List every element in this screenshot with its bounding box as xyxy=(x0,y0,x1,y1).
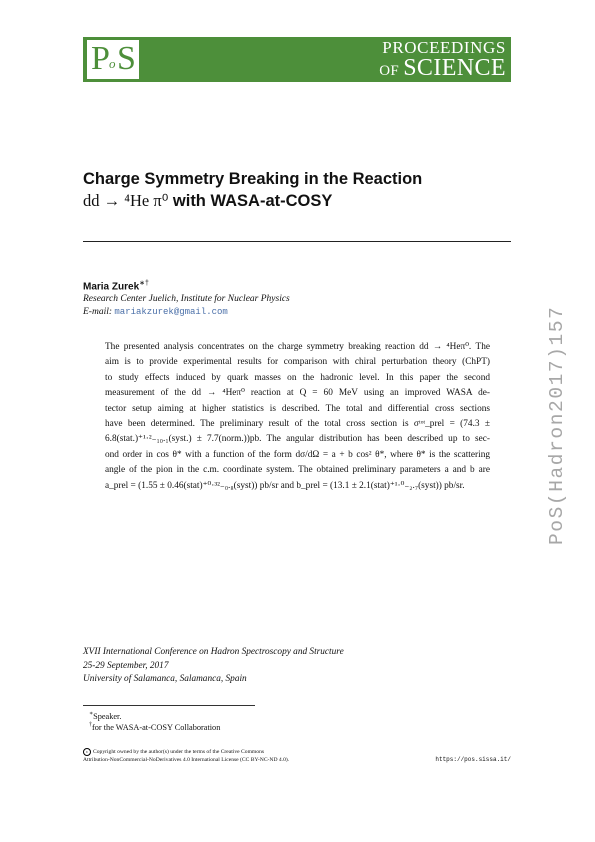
logo-letter-o: o xyxy=(109,56,116,71)
conference-dates: 25-29 September, 2017 xyxy=(83,660,169,671)
pos-url-link[interactable]: https://pos.sissa.it/ xyxy=(435,756,511,763)
footnote-speaker xyxy=(89,710,121,721)
logo-letter-s: S xyxy=(117,40,136,77)
abstract-line: angle of the pion in the c.m. coordinate system. The obtained preliminary parameters a and b are xyxy=(105,465,490,476)
footnote-mark-1: ∗ xyxy=(89,711,94,717)
banner-proceedings: PROCEEDINGS xyxy=(382,38,506,57)
footnote-text-2: for the WASA-at-COSY Collaboration xyxy=(92,722,221,732)
footnote-divider xyxy=(83,705,255,706)
title-line-1: Charge Symmetry Breaking in the Reaction xyxy=(83,170,423,188)
abstract-line: tector setup aiming at higher statistics is described. The total and differential cross sections xyxy=(105,403,490,414)
license-text-2: Attribution-NonCommercial-NoDerivatives 4.0 International License (CC BY-NC-ND 4.0). xyxy=(83,756,290,763)
banner-of: OF xyxy=(379,63,400,79)
email-link[interactable]: mariakzurek@gmail.com xyxy=(114,307,228,317)
title-reaction: dd → ⁴He π⁰ xyxy=(83,191,169,210)
abstract-line: aim is to provide experimental results for comparison with chiral perturbation theory (ChPT) xyxy=(105,357,490,368)
author-name-text: Maria Zurek xyxy=(83,281,140,293)
pos-side-label: PoS(Hadron2017)157 xyxy=(546,305,568,545)
abstract-line: The presented analysis concentrates on the charge symmetry breaking reaction dd → ⁴Heπ⁰. The xyxy=(105,342,490,352)
author-affiliation: Research Center Juelich, Institute for Nuclear Physics xyxy=(83,294,290,304)
author-marks: ∗† xyxy=(139,280,149,287)
abstract-line: a_prel = (1.55 ± 0.46(stat)⁺⁰·³²₋₀.₈(syst)) pb/sr and b_prel = (13.1 ± 2.1(stat)⁺¹·⁰₋₂.₇(syst)) pb/sr. xyxy=(105,480,465,491)
license-text-1: Copyright owned by the author(s) under the terms of the Creative Commons xyxy=(93,749,265,755)
cc-icon: c xyxy=(83,748,91,756)
license-notice xyxy=(83,748,289,764)
footnote-collaboration xyxy=(89,722,220,732)
footnote-text-1: Speaker. xyxy=(93,711,122,721)
pos-banner xyxy=(83,37,511,82)
license-line-1 xyxy=(83,748,289,757)
abstract-line: to study effects induced by quark masses on the hadronic level. In this paper the second xyxy=(105,372,490,383)
banner-of-science xyxy=(379,55,506,82)
abstract xyxy=(105,340,490,494)
abstract-line: have been determined. The preliminary result of the total cross section is σᵗᵒᵗ_prel = (74.3 ± xyxy=(105,418,490,429)
banner-science: SCIENCE xyxy=(403,55,506,81)
conference-name: XVII International Conference on Hadron Spectroscopy and Structure xyxy=(83,647,344,657)
title-divider xyxy=(83,241,511,242)
logo-letter-p: P xyxy=(91,40,110,77)
title-line-2 xyxy=(83,190,503,212)
abstract-line: ond order in cos θ* with a function of the form dσ/dΩ = a + b cos² θ*, where θ* is the scattering xyxy=(105,449,490,460)
pos-logo xyxy=(87,40,139,79)
conference-info xyxy=(83,646,344,687)
abstract-line: 6.8(stat.)⁺¹·²₋₁₀.₁(syst.) ± 7.7(norm.))pb. The angular distribution has been described up to sec- xyxy=(105,434,490,445)
conference-venue: University of Salamanca, Salamanca, Spain xyxy=(83,674,247,684)
email-label: E-mail: xyxy=(83,307,113,317)
paper-title xyxy=(83,168,503,212)
title-suffix: with WASA-at-COSY xyxy=(168,192,333,210)
author-email xyxy=(83,307,228,317)
abstract-line: measurement of the dd → ⁴Heπ⁰ reaction at Q = 60 MeV using an improved WASA de- xyxy=(105,388,490,399)
author-name xyxy=(83,279,149,292)
footnote-mark-2: † xyxy=(89,722,92,728)
